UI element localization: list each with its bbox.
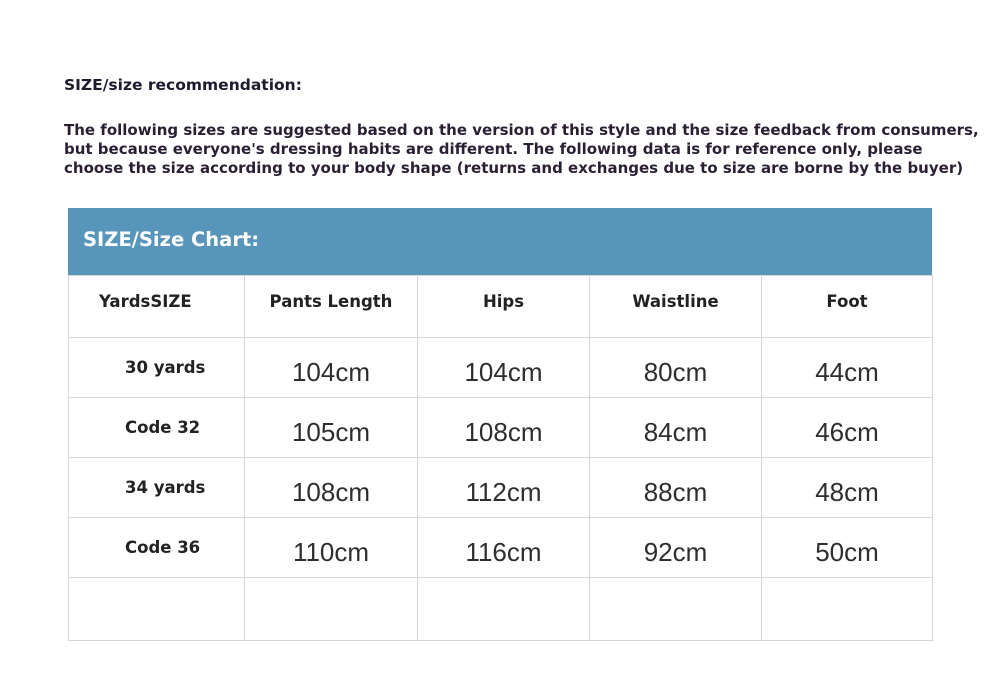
size-label-cell: Code 36	[69, 518, 245, 578]
size-recommendation-heading: SIZE/size recommendation:	[64, 76, 302, 94]
empty-cell	[762, 578, 933, 641]
empty-table-row	[69, 578, 933, 641]
pants-length-cell: 110cm	[245, 518, 418, 578]
hips-cell: 116cm	[418, 518, 590, 578]
hips-cell: 112cm	[418, 458, 590, 518]
size-label-cell: Code 32	[69, 398, 245, 458]
table-row	[69, 338, 933, 398]
size-notice-text	[64, 121, 979, 178]
notice-line: The following sizes are suggested based on the version of this style and the size feedback from consumers,	[64, 121, 979, 139]
pants-length-cell: 108cm	[245, 458, 418, 518]
size-chart-title: SIZE/Size Chart:	[68, 208, 932, 275]
empty-cell	[590, 578, 762, 641]
waistline-cell: 80cm	[590, 338, 762, 398]
notice-line: but because everyone's dressing habits are different. The following data is for reference only, please	[64, 140, 923, 158]
size-label-cell: 34 yards	[69, 458, 245, 518]
foot-cell: 48cm	[762, 458, 933, 518]
empty-cell	[418, 578, 590, 641]
pants-length-cell: 105cm	[245, 398, 418, 458]
table-row	[69, 458, 933, 518]
column-header: Hips	[418, 276, 590, 338]
size-label-cell: 30 yards	[69, 338, 245, 398]
foot-cell: 50cm	[762, 518, 933, 578]
hips-cell: 108cm	[418, 398, 590, 458]
column-header: Waistline	[590, 276, 762, 338]
empty-cell	[245, 578, 418, 641]
size-table	[68, 275, 933, 641]
size-chart	[68, 208, 932, 641]
waistline-cell: 92cm	[590, 518, 762, 578]
waistline-cell: 88cm	[590, 458, 762, 518]
foot-cell: 44cm	[762, 338, 933, 398]
pants-length-cell: 104cm	[245, 338, 418, 398]
column-header: Pants Length	[245, 276, 418, 338]
notice-line: choose the size according to your body shape (returns and exchanges due to size are borne by the buyer)	[64, 159, 964, 177]
table-header-row	[69, 276, 933, 338]
empty-cell	[69, 578, 245, 641]
foot-cell: 46cm	[762, 398, 933, 458]
column-header: YardsSIZE	[69, 276, 245, 338]
hips-cell: 104cm	[418, 338, 590, 398]
waistline-cell: 84cm	[590, 398, 762, 458]
column-header: Foot	[762, 276, 933, 338]
table-row	[69, 518, 933, 578]
table-row	[69, 398, 933, 458]
